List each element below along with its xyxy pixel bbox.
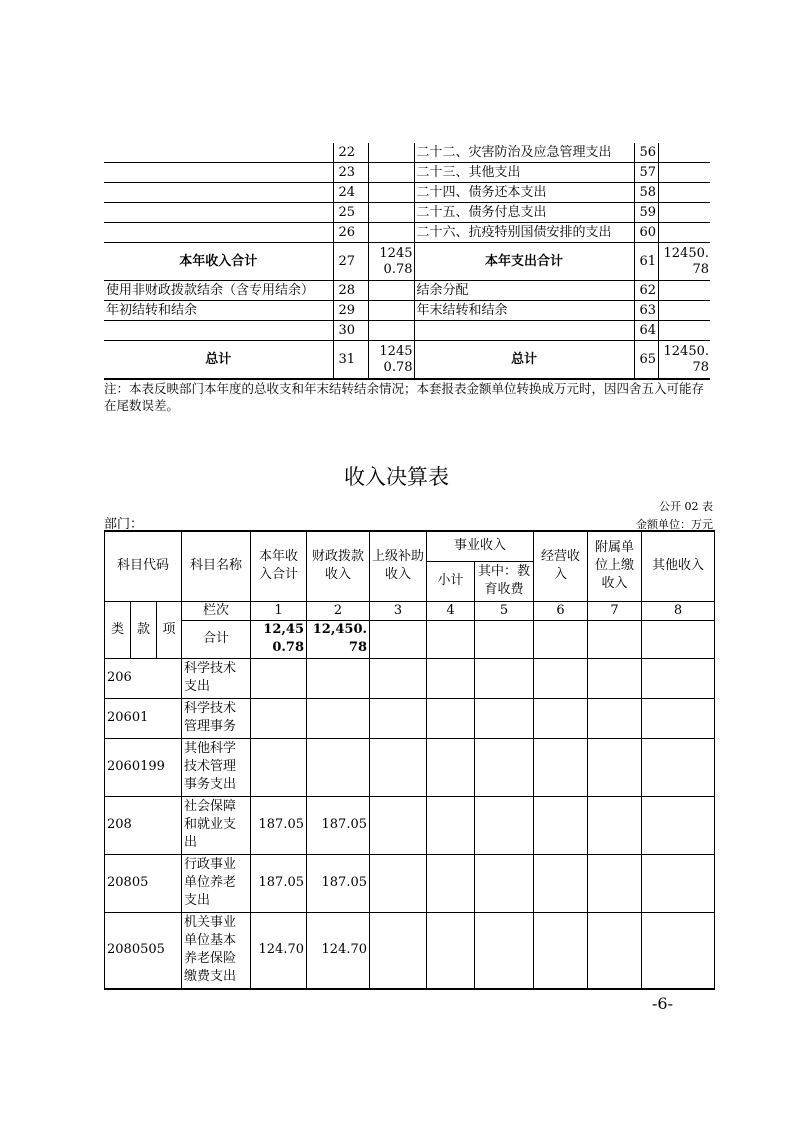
income-line-no: 23 <box>333 163 368 183</box>
summary-row <box>104 321 710 341</box>
income-item-label <box>104 183 333 203</box>
expense-line-no: 56 <box>634 143 658 163</box>
expense-item-label: 二十三、其他支出 <box>414 163 634 183</box>
empty-cell <box>534 698 588 738</box>
page-number: -6- <box>652 994 673 1013</box>
col-number: 3 <box>370 601 427 620</box>
expense-line-no: 59 <box>634 203 658 223</box>
expense-item-label: 本年支出合计 <box>414 243 634 281</box>
fiscal-cell: 187.05 <box>307 854 370 912</box>
empty-cell <box>534 796 588 854</box>
expense-amount <box>658 203 710 223</box>
fiscal-cell <box>307 658 370 698</box>
col-number: 7 <box>588 601 642 620</box>
subject-name: 科学技术管理事务 <box>182 698 251 738</box>
section-title: 收入决算表 <box>344 465 449 489</box>
summary-row <box>104 203 710 223</box>
expense-amount <box>658 143 710 163</box>
empty-cell <box>642 854 715 912</box>
fiscal-cell: 187.05 <box>307 796 370 854</box>
summary-row <box>104 301 710 321</box>
empty-cell <box>475 854 534 912</box>
empty-cell <box>534 854 588 912</box>
expense-line-no: 61 <box>634 243 658 281</box>
income-line-no: 27 <box>333 243 368 281</box>
empty-cell <box>370 912 427 989</box>
summary-row <box>104 183 710 203</box>
header-operating: 经营收入 <box>534 531 588 601</box>
empty-cell <box>534 658 588 698</box>
total-income-cell: 187.05 <box>251 854 307 912</box>
table-row <box>105 658 715 698</box>
expense-amount: 12450.78 <box>658 243 710 281</box>
col-number: 5 <box>475 601 534 620</box>
subject-name: 其他科学技术管理事务支出 <box>182 738 251 796</box>
header-superior-subsidy: 上级补助收入 <box>370 531 427 601</box>
header-kuan: 款 <box>131 601 157 658</box>
total-income-cell <box>251 698 307 738</box>
summary-row <box>104 243 710 281</box>
empty-cell <box>475 912 534 989</box>
expense-item-label: 二十六、抗疫特别国债安排的支出 <box>414 223 634 243</box>
expense-item-label: 年末结转和结余 <box>414 301 634 321</box>
expense-item-label: 结余分配 <box>414 281 634 301</box>
income-amount <box>368 281 414 301</box>
header-column-no: 栏次 <box>182 601 251 620</box>
subject-code: 206 <box>105 658 182 698</box>
income-line-no: 29 <box>333 301 368 321</box>
empty-cell <box>588 658 642 698</box>
summary-row <box>104 143 710 163</box>
expense-item-label: 二十五、债务付息支出 <box>414 203 634 223</box>
total-income-cell: 124.70 <box>251 912 307 989</box>
expense-amount <box>658 183 710 203</box>
header-affiliated: 附属单位上缴收入 <box>588 531 642 601</box>
header-total-income: 本年收入合计 <box>251 531 307 601</box>
header-fiscal: 财政拨款收入 <box>307 531 370 601</box>
expense-line-no: 62 <box>634 281 658 301</box>
empty-cell <box>534 912 588 989</box>
subject-name: 社会保障和就业支出 <box>182 796 251 854</box>
expense-line-no: 57 <box>634 163 658 183</box>
expense-line-no: 63 <box>634 301 658 321</box>
table-row <box>105 698 715 738</box>
table-note: 注：本表反映部门本年度的总收支和年末结转结余情况；本套报表金额单位转换成万元时，因四舍五入可能存在尾数误差。 <box>104 381 705 413</box>
col-number: 4 <box>427 601 475 620</box>
empty-cell <box>370 658 427 698</box>
income-item-label: 使用非财政拨款结余（含专用结余） <box>104 281 333 301</box>
summary-row <box>104 341 710 380</box>
expense-line-no: 58 <box>634 183 658 203</box>
header-education-fee: 其中：教育收费 <box>475 561 534 601</box>
empty-cell <box>370 738 427 796</box>
empty-cell <box>588 912 642 989</box>
col-number: 8 <box>642 601 715 620</box>
income-line-no: 28 <box>333 281 368 301</box>
fiscal-cell: 124.70 <box>307 912 370 989</box>
income-line-no: 30 <box>333 321 368 341</box>
subject-name: 机关事业单位基本养老保险缴费支出 <box>182 912 251 989</box>
empty-cell <box>588 796 642 854</box>
empty-cell <box>427 796 475 854</box>
empty-cell <box>642 620 715 658</box>
expense-line-no: 64 <box>634 321 658 341</box>
expense-amount <box>658 223 710 243</box>
header-xiang: 项 <box>157 601 182 658</box>
income-expense-summary-table <box>104 143 710 380</box>
empty-cell <box>370 796 427 854</box>
summary-row <box>104 223 710 243</box>
header-business-income: 事业收入 <box>427 531 534 561</box>
header-lei: 类 <box>105 601 131 658</box>
income-amount <box>368 183 414 203</box>
empty-cell <box>427 912 475 989</box>
expense-amount <box>658 281 710 301</box>
empty-cell <box>642 796 715 854</box>
empty-cell <box>642 738 715 796</box>
empty-cell <box>588 854 642 912</box>
empty-cell <box>588 620 642 658</box>
empty-cell <box>370 698 427 738</box>
empty-cell <box>370 620 427 658</box>
total-income-cell: 187.05 <box>251 796 307 854</box>
total-row-label: 合计 <box>182 620 251 658</box>
income-item-label <box>104 203 333 223</box>
unit-label: 金额单位：万元 <box>636 518 713 531</box>
header-other: 其他收入 <box>642 531 715 601</box>
income-line-no: 26 <box>333 223 368 243</box>
subject-code: 20601 <box>105 698 182 738</box>
empty-cell <box>534 620 588 658</box>
empty-cell <box>427 854 475 912</box>
header-subject-code: 科目代码 <box>105 531 182 601</box>
table-row <box>105 854 715 912</box>
income-item-label <box>104 143 333 163</box>
subject-code: 20805 <box>105 854 182 912</box>
total-fiscal-value: 12,450.78 <box>307 620 370 658</box>
expense-item-label: 二十四、债务还本支出 <box>414 183 634 203</box>
income-item-label: 本年收入合计 <box>104 243 333 281</box>
header-subject-name: 科目名称 <box>182 531 251 601</box>
empty-cell <box>588 738 642 796</box>
expense-amount <box>658 163 710 183</box>
empty-cell <box>588 698 642 738</box>
col-number: 2 <box>307 601 370 620</box>
expense-amount: 12450.78 <box>658 341 710 380</box>
income-amount <box>368 223 414 243</box>
expense-amount <box>658 301 710 321</box>
empty-cell <box>427 738 475 796</box>
empty-cell <box>475 620 534 658</box>
income-amount <box>368 321 414 341</box>
income-line-no: 25 <box>333 203 368 223</box>
income-item-label: 总计 <box>104 341 333 380</box>
subject-code: 2060199 <box>105 738 182 796</box>
income-item-label <box>104 321 333 341</box>
fiscal-cell <box>307 738 370 796</box>
income-amount: 12450.78 <box>368 243 414 281</box>
summary-row <box>104 281 710 301</box>
department-label: 部门： <box>104 517 144 532</box>
total-income-cell <box>251 658 307 698</box>
expense-line-no: 60 <box>634 223 658 243</box>
expense-item-label: 二十二、灾害防治及应急管理支出 <box>414 143 634 163</box>
income-line-no: 31 <box>333 341 368 380</box>
subject-name: 科学技术支出 <box>182 658 251 698</box>
subject-code: 208 <box>105 796 182 854</box>
empty-cell <box>475 698 534 738</box>
expense-item-label: 总计 <box>414 341 634 380</box>
fiscal-cell <box>307 698 370 738</box>
income-item-label <box>104 223 333 243</box>
col-number: 1 <box>251 601 307 620</box>
empty-cell <box>642 658 715 698</box>
empty-cell <box>475 658 534 698</box>
income-item-label: 年初结转和结余 <box>104 301 333 321</box>
subject-code: 2080505 <box>105 912 182 989</box>
expense-line-no: 65 <box>634 341 658 380</box>
income-line-no: 24 <box>333 183 368 203</box>
summary-row <box>104 163 710 183</box>
income-item-label <box>104 163 333 183</box>
table-row <box>105 796 715 854</box>
income-amount <box>368 301 414 321</box>
total-income-value: 12,450.78 <box>251 620 307 658</box>
col-number: 6 <box>534 601 588 620</box>
empty-cell <box>427 620 475 658</box>
empty-cell <box>475 738 534 796</box>
expense-item-label <box>414 321 634 341</box>
income-amount <box>368 143 414 163</box>
empty-cell <box>642 698 715 738</box>
income-amount <box>368 203 414 223</box>
income-line-no: 22 <box>333 143 368 163</box>
subject-name: 行政事业单位养老支出 <box>182 854 251 912</box>
expense-amount <box>658 321 710 341</box>
empty-cell <box>370 854 427 912</box>
form-number: 公开 02 表 <box>659 500 713 513</box>
total-income-cell <box>251 738 307 796</box>
empty-cell <box>427 698 475 738</box>
table-row <box>105 738 715 796</box>
income-amount <box>368 163 414 183</box>
empty-cell <box>427 658 475 698</box>
empty-cell <box>534 738 588 796</box>
empty-cell <box>475 796 534 854</box>
empty-cell <box>642 912 715 989</box>
income-amount: 12450.78 <box>368 341 414 380</box>
table-row <box>105 912 715 989</box>
header-subtotal: 小计 <box>427 561 475 601</box>
income-table <box>104 530 715 990</box>
